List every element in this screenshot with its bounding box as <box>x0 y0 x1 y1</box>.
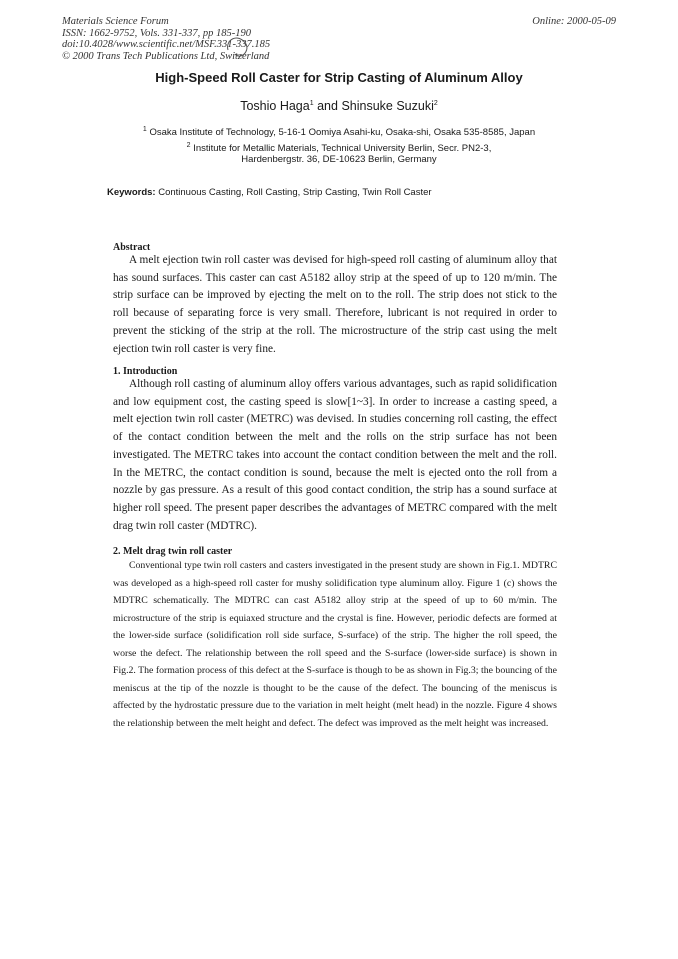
abstract-heading: Abstract <box>113 242 151 253</box>
journal-name: Materials Science Forum <box>62 16 169 27</box>
abstract-paragraph: A melt ejection twin roll caster was devised for high-speed roll casting of aluminum alloy that has sound surfaces. This caster can cast A5182 alloy strip at the speed of up to 120 m/min. The strip surface can be improved by ejecting the melt on to the roll. The strip does not stick to the roll because of separating force is very small. Therefore, lubricant is not required in order to prevent the sticking of the strip at the roll. The microstructure of the strip cast using the melt ejection twin roll caster is very fine. <box>113 254 557 355</box>
introduction-body <box>113 376 557 535</box>
introduction-paragraph: Although roll casting of aluminum alloy offers various advantages, such as rapid solidification and low equipment cost, the casting speed is slow[1~3]. In order to increase a casting speed, a melt ejection twin roll caster (METRC) was devised. In studies concerning roll casting, the effect of the contact condition between the melt and the rolls on the strip surface has not been investigated. The METRC takes into account the contact condition between the melt and the roll. In the METRC, the contact condition is sound, because the melt is ejected onto the roll from a nozzle by gas pressure. As a result of this good contact condition, the strip has a sound surface at higher roll speed. The present paper describes the advantages of METRC compared with the melt drag twin roll caster (MDTRC). <box>113 378 557 532</box>
section-2-heading: 2. Melt drag twin roll caster <box>113 546 233 557</box>
affiliation-1-mark: 1 <box>142 126 147 133</box>
affiliation-2-line-1: Institute for Metallic Materials, Technical University Berlin, Secr. PN2-3, <box>193 143 492 155</box>
author-conjunction: and <box>313 99 342 113</box>
author-2: Shinsuke Suzuki <box>341 99 434 113</box>
paper-title: High-Speed Roll Caster for Strip Casting of Aluminum Alloy <box>155 70 523 85</box>
author-1-affil-mark: 1 <box>309 99 314 107</box>
journal-issn: ISSN: 1662-9752, Vols. 331-337, pp 185-190 <box>62 27 251 39</box>
keywords <box>107 187 432 198</box>
abstract-body <box>113 252 557 358</box>
affiliation-2 <box>0 140 678 165</box>
journal-doi: doi:10.4028/www.scientific.net/MSF.331-337.185 <box>62 39 271 50</box>
author-1: Toshio Haga <box>240 99 310 113</box>
keywords-text: Continuous Casting, Roll Casting, Strip Casting, Twin Roll Caster <box>158 187 432 198</box>
author-2-affil-mark: 2 <box>433 99 438 107</box>
online-date: Online: 2000-05-09 <box>532 16 616 27</box>
authors <box>0 99 678 113</box>
affiliation-1-text: Osaka Institute of Technology, 5-16-1 Oomiya Asahi-ku, Osaka-shi, Osaka 535-8585, Japan <box>149 127 536 139</box>
affiliation-2-mark: 2 <box>186 142 191 149</box>
affiliation-2-line-2: Hardenbergstr. 36, DE-10623 Berlin, Germany <box>241 154 437 166</box>
keywords-label: Keywords: <box>107 187 156 198</box>
journal-info <box>62 16 362 62</box>
affiliation-1 <box>0 124 678 138</box>
section-2-body <box>113 557 557 732</box>
introduction-heading: 1. Introduction <box>113 366 178 377</box>
section-2-paragraph: Conventional type twin roll casters and casters investigated in the present study are shown in Fig.1. MDTRC was developed as a high-speed roll caster for mushy solidification type aluminum alloy. Figure 1 (c) shows the MDTRC schematically. The MDTRC can cast A5182 alloy strip at the speed of up to 60 m/min. The microstructure of the strip is equiaxed structure and the crystal is fine. However, periodic defects are formed at the lower-side surface (solidification roll side surface, S-surface) of the strip. The higher the roll speed, the worse the defect. The relationship between the roll speed and the S-surface (lower-side surface) is shown in Fig.2. The formation process of this defect at the S-surface is though to be as shown in Fig.3; the bouncing of the meniscus at the tip of the nozzle is thought to be the cause of the defect. The bouncing of the meniscus is affected by the hydrostatic pressure due to the variation in melt height (melt head) in the nozzle. Figure 4 shows the relationship between the melt height and defect. The defect was improved as the melt height was increased. <box>113 560 557 729</box>
journal-copyright: © 2000 Trans Tech Publications Ltd, Switzerland <box>62 50 270 62</box>
